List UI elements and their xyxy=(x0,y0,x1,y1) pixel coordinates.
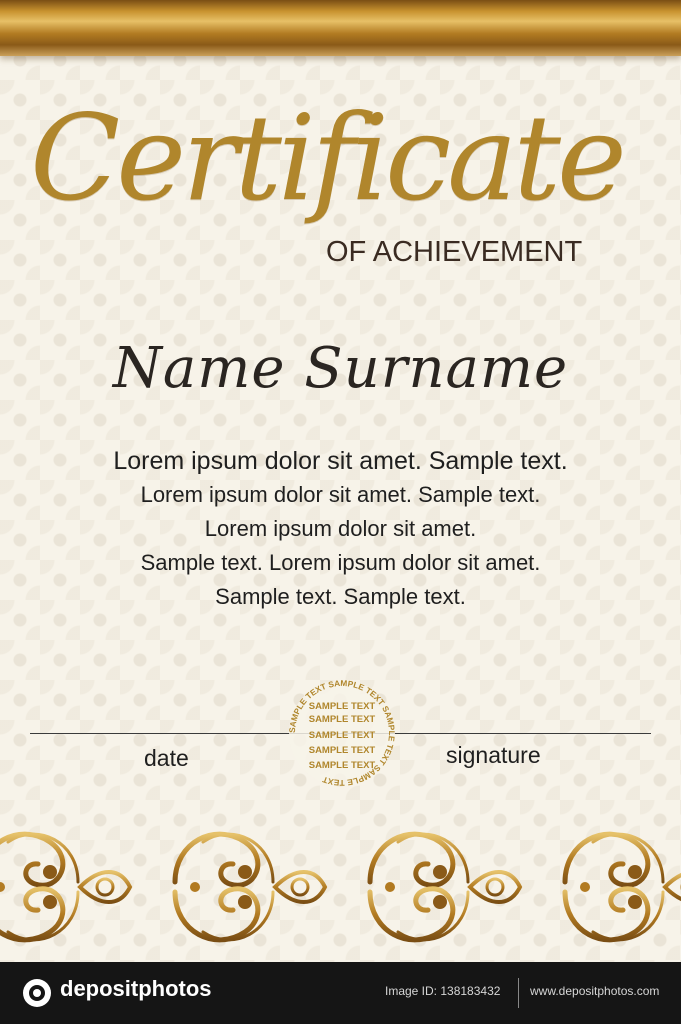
seal-ring-text: SAMPLE TEXT SAMPLE TEXT SAMPLE TEXT SAMPLE TEXT xyxy=(287,678,397,788)
gold-ornament-border xyxy=(0,812,681,962)
body-line: Sample text. Sample text. xyxy=(215,584,466,609)
seal-center-text: SAMPLE TEXT xyxy=(308,714,376,725)
seal-center-text: SAMPLE TEXT xyxy=(308,745,376,756)
body-line: Lorem ipsum dolor sit amet. xyxy=(204,516,477,541)
footer-divider xyxy=(518,978,519,1008)
camera-shutter-icon xyxy=(22,978,52,1008)
footer-brand: depositphotos xyxy=(60,976,212,1001)
body-line: Lorem ipsum dolor sit amet. Sample text. xyxy=(140,482,541,507)
seal-center-text: SAMPLE TEXT xyxy=(308,760,376,771)
sample-text-seal xyxy=(287,678,397,788)
date-label: date xyxy=(144,745,189,771)
signature-label: signature xyxy=(446,742,541,768)
seal-center-text: SAMPLE TEXT xyxy=(308,730,376,741)
image-id: Image ID: 138183432 xyxy=(385,984,501,998)
certificate-title: Certificate xyxy=(30,89,623,227)
body-line: Sample text. Lorem ipsum dolor sit amet. xyxy=(140,550,541,575)
recipient-name: Name Surname xyxy=(112,336,569,401)
certificate-body xyxy=(0,444,681,614)
seal-center-text: SAMPLE TEXT xyxy=(308,701,376,712)
certificate-subtitle: OF ACHIEVEMENT xyxy=(326,236,583,268)
body-line: Lorem ipsum dolor sit amet. Sample text. xyxy=(113,447,568,475)
stock-footer-bar xyxy=(0,962,681,1024)
footer-site-link[interactable]: www.depositphotos.com xyxy=(530,984,660,998)
gold-header-bar xyxy=(0,0,681,56)
